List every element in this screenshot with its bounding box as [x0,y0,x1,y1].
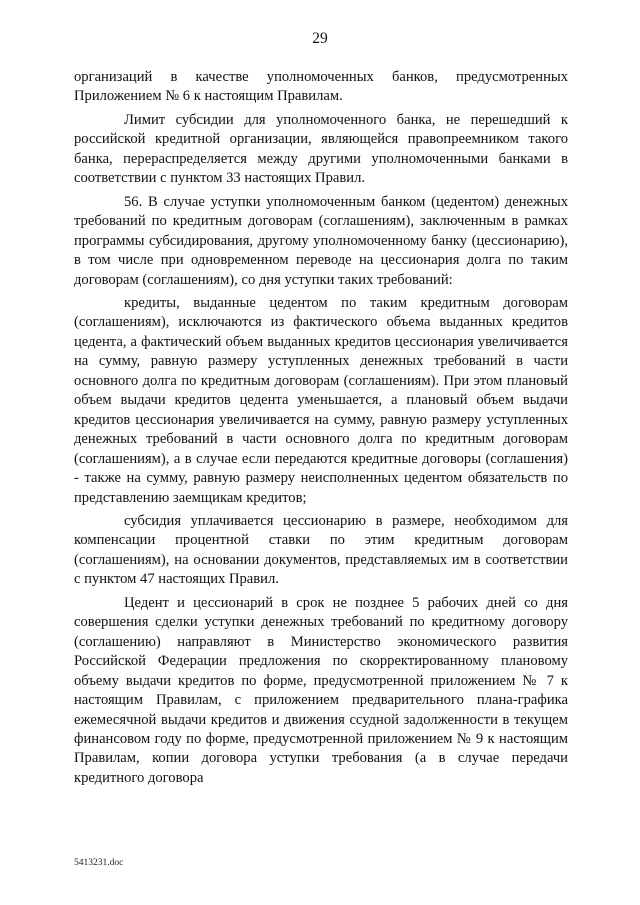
paragraph-1: организаций в качестве уполномоченных банков, предусмотренных Приложением № 6 к настоящим Правилам. [74,69,568,105]
paragraph-5: субсидия уплачивается цессионарию в размере, необходимом для компенсации процентной ставки по этим кредитным договорам (соглашениям), на основании документов, представляемых им в соответствии с пунктом 47 настоящих Правил. [74,512,568,588]
paragraph-6: Цедент и цессионарий в срок не позднее 5 рабочих дней со дня совершения сделки уступки денежных требований по кредитному договору (соглашению) направляют в Министерство экономического развития Российской Федерации предложения по скорректированному плановому объему выдачи кредитов по форме, предусмотренной приложением № 7 к настоящим Правилам, с приложением предварительного плана-графика ежемесячной выдачи кредитов и движения ссудной задолженности в текущем финансовом году по форме, предусмотренной приложением № 9 к настоящим Правилам, копии договора уступки требования (а в случае передачи кредитного договора [74,594,568,786]
footer-document-code: 5413231.doc [74,858,124,868]
paragraph-4: кредиты, выданные цедентом по таким кредитным договорам (соглашениям), исключаются из фактического объема выданных кредитов цедента, а фактический объем выданных кредитов цессионария увеличивается на сумму, равную размеру уступленных денежных требований в части основного долга по кредитным договорам (соглашениям). При этом плановый объем выдачи кредитов цедента уменьшается, а плановый объем выдачи кредитов цессионария увеличивается на сумму, равную размеру уступленных денежных требований в части основного долга по кредитным договорам (соглашениям), а в случае если передаются кредитные договоры (соглашения) - также на сумму, равную размеру неисполненных цедентом обязательств по представлению заемщикам кредитов; [74,294,568,506]
paragraph-3: 56. В случае уступки уполномоченным банком (цедентом) денежных требований по кредитным договорам (соглашениям), заключенным в рамках программы субсидирования, другому уполномоченному банку (цессионарию), в том числе при одновременном переводе на цессионария долга по таким договорам (соглашениям), со дня уступки таких требований: [74,193,568,288]
paragraph-2: Лимит субсидии для уполномоченного банка, не перешедший к российской кредитной организации, являющейся правопреемником такого банка, перераспределяется между другими уполномоченными банками в соответствии с пунктом 33 настоящих Правил. [74,111,568,187]
document-body [74,68,568,792]
page-number: 29 [312,30,328,47]
